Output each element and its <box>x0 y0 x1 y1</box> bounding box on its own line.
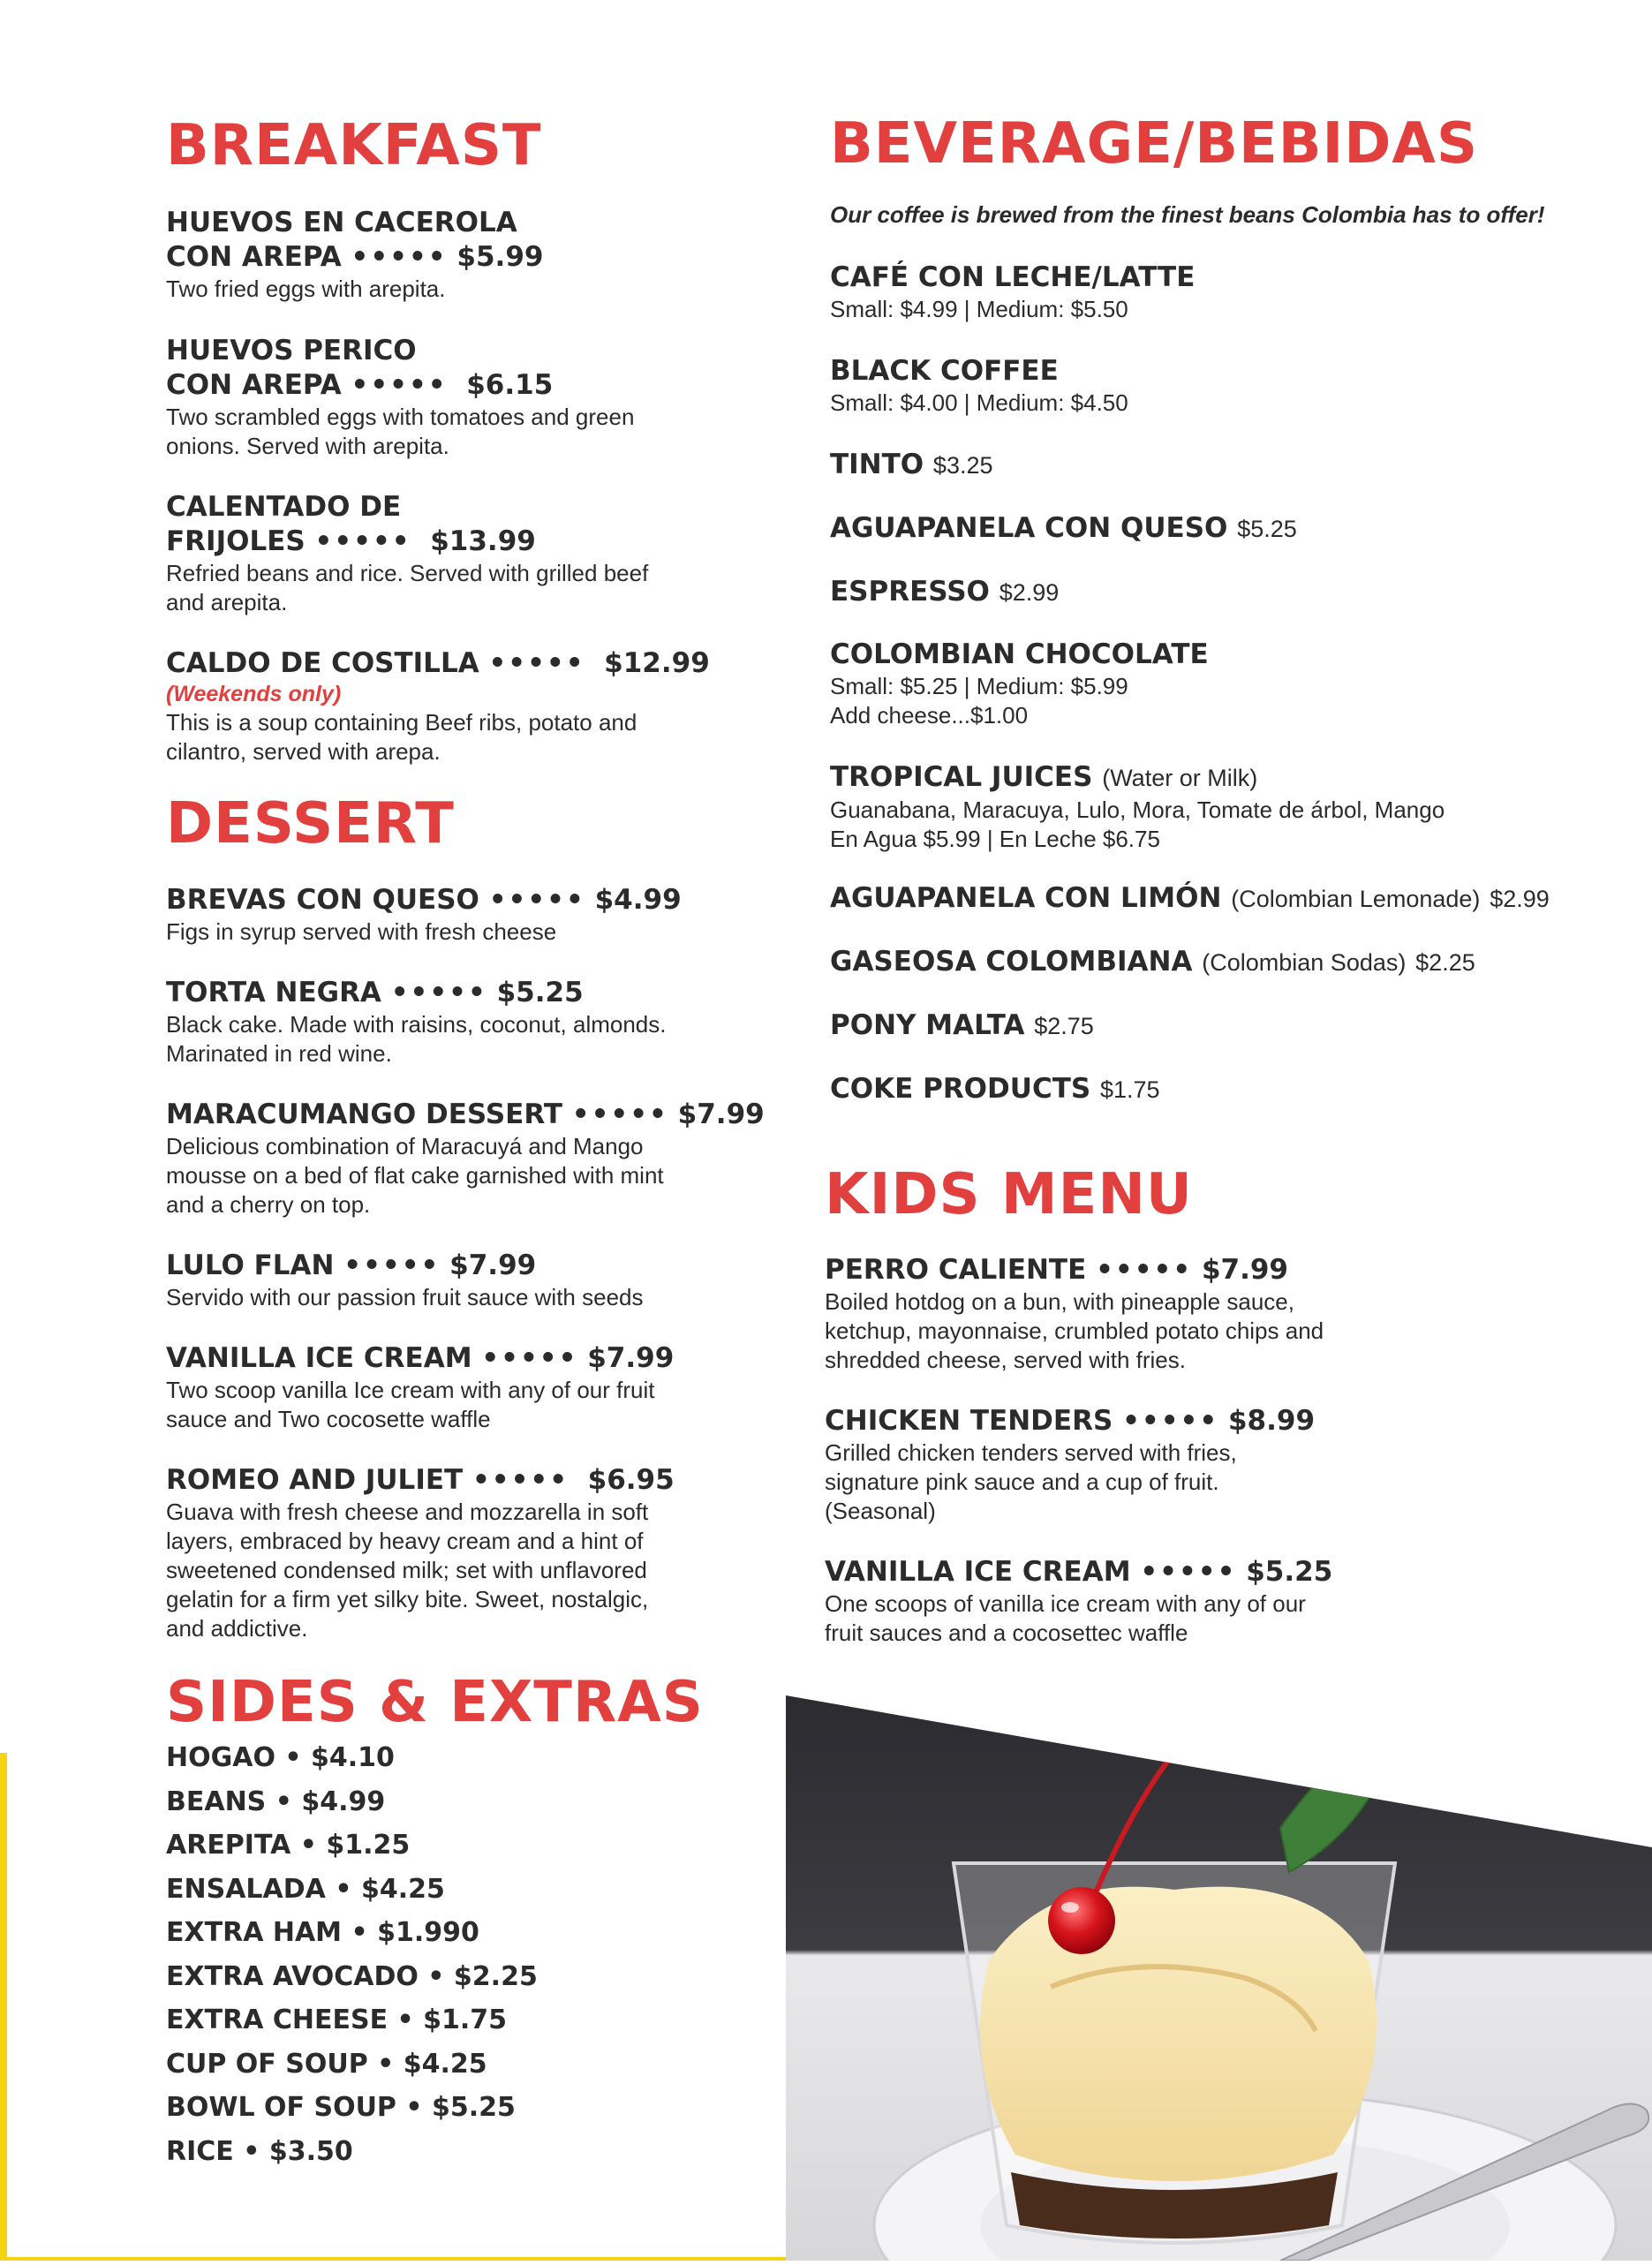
menu-item <box>830 881 1625 917</box>
item-price: $7.99 <box>677 1099 765 1130</box>
item-description: gelatin for a firm yet silky bite. Sweet, nostalgic, <box>166 1586 649 1612</box>
dot-leader: ••••• <box>351 369 448 401</box>
item-description: Marinated in red wine. <box>166 1040 392 1067</box>
item-price: $6.15 <box>466 369 554 401</box>
item-description: One scoops of vanilla ice cream with any of our <box>825 1590 1306 1617</box>
item-description: Refried beans and rice. Served with grilled beef <box>166 560 649 586</box>
menu-item <box>830 945 1625 980</box>
dot-leader: ••••• <box>314 525 411 557</box>
dot-leader: ••••• <box>1096 1254 1193 1286</box>
item-name: CAFÉ CON LECHE/LATTE <box>830 261 1196 293</box>
item-price: $4.99 <box>594 884 682 916</box>
item-description: and arepita. <box>166 589 288 615</box>
item-name-line: TORTA NEGRA ••••• $5.25 <box>166 977 584 1008</box>
dot-leader: ••••• <box>1140 1556 1237 1588</box>
item-description: Black cake. Made with raisins, coconut, almonds. <box>166 1011 667 1038</box>
cream <box>980 1887 1377 2181</box>
item-description: Small: $5.25 | Medium: $5.99 <box>830 673 1128 699</box>
item-price: $5.25 <box>1237 516 1297 542</box>
menu-item <box>166 1341 784 1434</box>
sides-heading: SIDES & EXTRAS <box>166 1670 704 1735</box>
item-description: fruit sauces and a cocosettec waffle <box>825 1619 1188 1646</box>
dot-leader: ••••• <box>488 647 585 679</box>
item-note: (Colombian Sodas) <box>1202 949 1407 976</box>
item-description: Guava with fresh cheese and mozzarella in soft <box>166 1499 649 1525</box>
beverage-heading: BEVERAGE/BEBIDAS <box>830 111 1479 177</box>
item-price: $2.75 <box>1034 1013 1094 1039</box>
item-price: $7.99 <box>449 1250 537 1281</box>
item-price: $8.99 <box>1227 1405 1316 1437</box>
item-description: Small: $4.00 | Medium: $4.50 <box>830 389 1128 416</box>
coffee-tagline: Our coffee is brewed from the finest beans Colombia has to offer! <box>830 201 1545 228</box>
item-description: Two fried eggs with arepita. <box>166 276 446 302</box>
item-price: $6.95 <box>587 1464 675 1496</box>
menu-item <box>166 1249 784 1312</box>
item-price: $5.25 <box>496 977 584 1008</box>
item-name-line: ROMEO AND JULIET ••••• $6.95 <box>166 1464 675 1496</box>
menu-item <box>825 1404 1619 1526</box>
item-price: $7.99 <box>1201 1254 1288 1286</box>
menu-item <box>830 575 1625 610</box>
item-description: onions. Served with arepita. <box>166 433 449 459</box>
dessert-photo <box>786 1695 1652 2261</box>
side-item: HOGAO • $4.10 <box>166 1742 395 1773</box>
dot-leader: ••••• <box>351 241 448 273</box>
item-description: Grilled chicken tenders served with fries, <box>825 1439 1237 1466</box>
item-price: $5.25 <box>1246 1556 1333 1588</box>
item-name: PONY MALTA <box>830 1009 1025 1041</box>
cherry-highlight <box>1061 1902 1079 1913</box>
item-description: Boiled hotdog on a bun, with pineapple sauce, <box>825 1288 1294 1315</box>
item-description: mousse on a bed of flat cake garnished with mint <box>166 1162 664 1189</box>
item-name-line: CON AREPA ••••• $5.99 <box>166 241 544 273</box>
item-price: $2.99 <box>999 579 1060 606</box>
item-description: signature pink sauce and a cup of fruit. <box>825 1468 1219 1495</box>
item-name-line: VANILLA ICE CREAM ••••• $5.25 <box>825 1556 1333 1588</box>
item-description: Add cheese...$1.00 <box>830 702 1029 729</box>
item-name: ESPRESSO <box>830 576 990 608</box>
dot-leader: ••••• <box>471 1464 570 1496</box>
menu-item <box>166 206 784 304</box>
dessert-heading: DESSERT <box>166 791 455 857</box>
item-description: shredded cheese, served with fries. <box>825 1347 1186 1373</box>
item-name: HUEVOS PERICO <box>166 335 417 366</box>
menu-item <box>830 1072 1625 1107</box>
item-name: TINTO <box>830 449 924 480</box>
item-price: $7.99 <box>587 1342 675 1374</box>
side-item: RICE • $3.50 <box>166 2136 353 2167</box>
dot-leader: ••••• <box>488 884 585 916</box>
item-name-line: MARACUMANGO DESSERT ••••• $7.99 <box>166 1099 765 1130</box>
item-description: ketchup, mayonnaise, crumbled potato chips and <box>825 1317 1324 1344</box>
menu-item <box>830 1008 1625 1044</box>
item-price: $5.99 <box>456 241 544 273</box>
menu-item <box>166 334 784 461</box>
menu-item <box>825 1253 1619 1375</box>
dot-leader: ••••• <box>1122 1405 1219 1437</box>
item-name: COKE PRODUCTS <box>830 1073 1091 1105</box>
menu-item <box>830 638 1625 730</box>
side-item: CUP OF SOUP • $4.25 <box>166 2049 487 2080</box>
item-description: Delicious combination of Maracuyá and Mango <box>166 1133 644 1159</box>
item-name: TROPICAL JUICES <box>830 761 1093 793</box>
item-description: Two scoop vanilla Ice cream with any of our fruit <box>166 1377 655 1403</box>
menu-item <box>830 511 1625 547</box>
item-name: HUEVOS EN CACEROLA <box>166 207 517 238</box>
side-item: EXTRA CHEESE • $1.75 <box>166 2005 508 2035</box>
side-item: BEANS • $4.99 <box>166 1786 386 1817</box>
menu-item <box>166 646 784 766</box>
item-note: (Water or Milk) <box>1102 765 1258 791</box>
item-price: $13.99 <box>430 525 536 557</box>
item-name: CALENTADO DE <box>166 491 402 523</box>
item-name: GASEOSA COLOMBIANA <box>830 946 1193 978</box>
item-price: $2.25 <box>1415 949 1475 976</box>
side-item: AREPITA • $1.25 <box>166 1830 411 1861</box>
menu-item <box>166 976 784 1068</box>
kids-menu-heading: KIDS MENU <box>825 1162 1193 1227</box>
item-price: $1.75 <box>1099 1076 1160 1103</box>
item-name-line: CALDO DE COSTILLA ••••• $12.99 <box>166 647 710 679</box>
item-price: $12.99 <box>604 647 710 679</box>
dot-leader: ••••• <box>343 1250 441 1281</box>
item-name: AGUAPANELA CON QUESO <box>830 512 1228 544</box>
dot-leader: ••••• <box>390 977 487 1008</box>
item-description: (Seasonal) <box>825 1498 936 1524</box>
side-item: BOWL OF SOUP • $5.25 <box>166 2092 516 2123</box>
item-name-line: VANILLA ICE CREAM ••••• $7.99 <box>166 1342 675 1374</box>
item-description: Servido with our passion fruit sauce with seeds <box>166 1284 644 1310</box>
item-description: Small: $4.99 | Medium: $5.50 <box>830 296 1128 322</box>
item-description: and addictive. <box>166 1615 308 1642</box>
yellow-accent-bar <box>0 1753 7 2261</box>
item-name: BLACK COFFEE <box>830 355 1059 387</box>
side-item: EXTRA HAM • $1.990 <box>166 1917 479 1948</box>
breakfast-heading: BREAKFAST <box>166 113 542 178</box>
menu-item <box>166 490 784 617</box>
item-description: This is a soup containing Beef ribs, potato and <box>166 709 637 736</box>
menu-item <box>830 760 1625 854</box>
item-price: $3.25 <box>932 452 993 479</box>
menu-item <box>166 1463 784 1643</box>
item-name: COLOMBIAN CHOCOLATE <box>830 638 1209 670</box>
side-item: ENSALADA • $4.25 <box>166 1874 445 1905</box>
cherry <box>1048 1887 1115 1954</box>
item-name-line: LULO FLAN ••••• $7.99 <box>166 1250 537 1281</box>
item-description: En Agua $5.99 | En Leche $6.75 <box>830 826 1160 852</box>
menu-item <box>830 448 1625 483</box>
item-name-line: CHICKEN TENDERS ••••• $8.99 <box>825 1405 1316 1437</box>
weekends-only-note: (Weekends only) <box>166 682 342 706</box>
item-description: sweetened condensed milk; set with unflavored <box>166 1557 647 1583</box>
item-description: Two scrambled eggs with tomatoes and green <box>166 404 635 430</box>
item-description: layers, embraced by heavy cream and a hint of <box>166 1528 644 1554</box>
item-name-line: PERRO CALIENTE ••••• $7.99 <box>825 1254 1288 1286</box>
dot-leader: ••••• <box>571 1099 668 1130</box>
menu-item <box>166 883 784 947</box>
item-name-line: FRIJOLES ••••• $13.99 <box>166 525 536 557</box>
item-description: Guanabana, Maracuya, Lulo, Mora, Tomate de árbol, Mango <box>830 797 1445 823</box>
item-description: cilantro, served with arepa. <box>166 738 441 765</box>
dot-leader: ••••• <box>481 1342 578 1374</box>
item-description: sauce and Two cocosette waffle <box>166 1406 491 1432</box>
item-price: $2.99 <box>1490 886 1550 912</box>
item-name-line: CON AREPA ••••• $6.15 <box>166 369 554 401</box>
item-description: Figs in syrup served with fresh cheese <box>166 918 557 945</box>
menu-item <box>830 260 1625 324</box>
menu-item <box>825 1555 1619 1648</box>
side-item: EXTRA AVOCADO • $2.25 <box>166 1961 538 1992</box>
menu-item <box>830 354 1625 418</box>
item-name: AGUAPANELA CON LIMÓN <box>830 882 1222 914</box>
menu-item <box>166 1098 784 1219</box>
item-name-line: BREVAS CON QUESO ••••• $4.99 <box>166 884 682 916</box>
item-description: and a cherry on top. <box>166 1191 371 1218</box>
item-note: (Colombian Lemonade) <box>1231 886 1481 912</box>
